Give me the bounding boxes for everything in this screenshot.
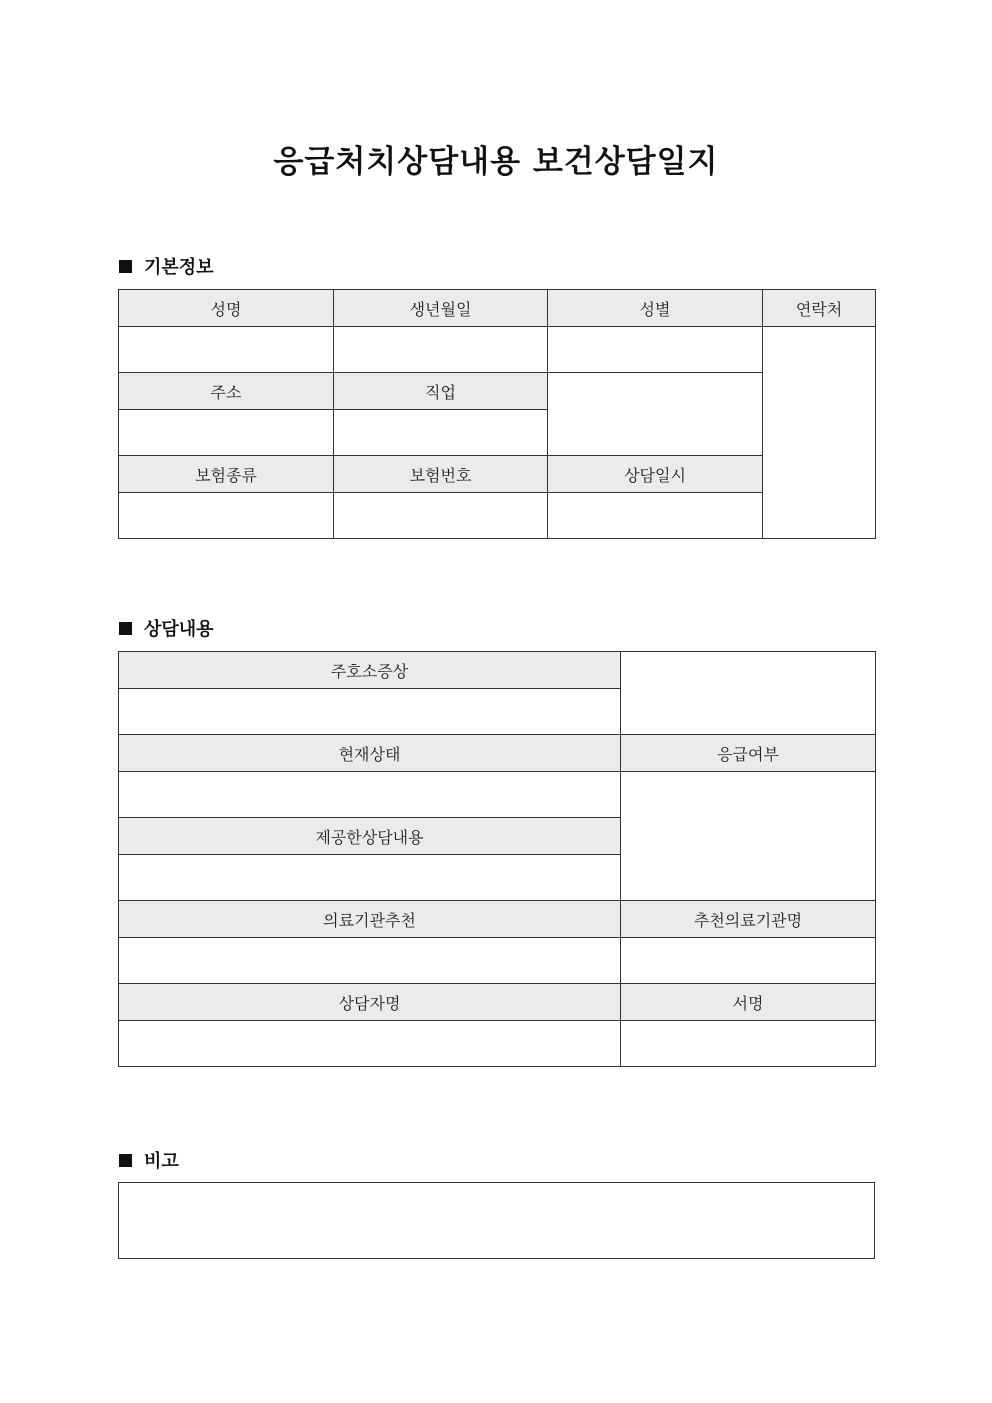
square-bullet-icon	[119, 260, 132, 273]
page-title: 응급처치상담내용 보건상담일지	[273, 144, 719, 180]
complaint-field[interactable]	[119, 689, 621, 735]
referral-name-field[interactable]	[621, 938, 876, 984]
birth-field[interactable]	[334, 327, 548, 373]
blank-cell[interactable]	[621, 652, 876, 735]
complaint-label: 주호소증상	[119, 652, 621, 689]
table-row	[119, 984, 876, 1021]
section-heading-basic-info	[119, 253, 214, 279]
status-label: 현재상태	[119, 735, 621, 772]
emergency-label: 응급여부	[621, 735, 876, 772]
emergency-field[interactable]	[621, 772, 876, 901]
insurance-type-label: 보험종류	[119, 456, 334, 493]
table-row	[119, 735, 876, 772]
square-bullet-icon	[119, 622, 132, 635]
section-heading-label: 기본정보	[144, 257, 214, 278]
table-row	[119, 373, 876, 410]
referral-name-label: 추천의료기관명	[621, 901, 876, 938]
table-row	[119, 938, 876, 984]
insurance-number-label: 보험번호	[334, 456, 548, 493]
basic-info-table	[118, 289, 876, 539]
table-row	[119, 652, 876, 689]
consult-datetime-field[interactable]	[548, 493, 763, 539]
table-row	[119, 1021, 876, 1067]
name-label: 성명	[119, 290, 334, 327]
address-label: 주소	[119, 373, 334, 410]
insurance-number-field[interactable]	[334, 493, 548, 539]
table-row	[119, 493, 876, 539]
blank-cell[interactable]	[548, 373, 763, 456]
signature-label: 서명	[621, 984, 876, 1021]
square-bullet-icon	[119, 1154, 132, 1167]
table-row	[119, 327, 876, 373]
table-row	[119, 290, 876, 327]
provided-consult-label: 제공한상담내용	[119, 818, 621, 855]
gender-field[interactable]	[548, 327, 763, 373]
name-field[interactable]	[119, 327, 334, 373]
status-field[interactable]	[119, 772, 621, 818]
contact-label: 연락처	[763, 290, 876, 327]
table-row	[119, 456, 876, 493]
gender-label: 성별	[548, 290, 763, 327]
consult-datetime-label: 상담일시	[548, 456, 763, 493]
table-row	[119, 772, 876, 818]
section-heading-label: 상담내용	[144, 619, 214, 640]
provided-consult-field[interactable]	[119, 855, 621, 901]
consult-table	[118, 651, 876, 1067]
section-heading-note	[119, 1147, 179, 1173]
note-field[interactable]	[118, 1182, 875, 1259]
contact-field[interactable]	[763, 327, 876, 539]
section-heading-consult	[119, 615, 214, 641]
referral-field[interactable]	[119, 938, 621, 984]
job-field[interactable]	[334, 410, 548, 456]
table-row	[119, 901, 876, 938]
section-heading-label: 비고	[144, 1151, 179, 1172]
address-field[interactable]	[119, 410, 334, 456]
insurance-type-field[interactable]	[119, 493, 334, 539]
counselor-label: 상담자명	[119, 984, 621, 1021]
signature-field[interactable]	[621, 1021, 876, 1067]
counselor-field[interactable]	[119, 1021, 621, 1067]
birth-label: 생년월일	[334, 290, 548, 327]
referral-label: 의료기관추천	[119, 901, 621, 938]
job-label: 직업	[334, 373, 548, 410]
